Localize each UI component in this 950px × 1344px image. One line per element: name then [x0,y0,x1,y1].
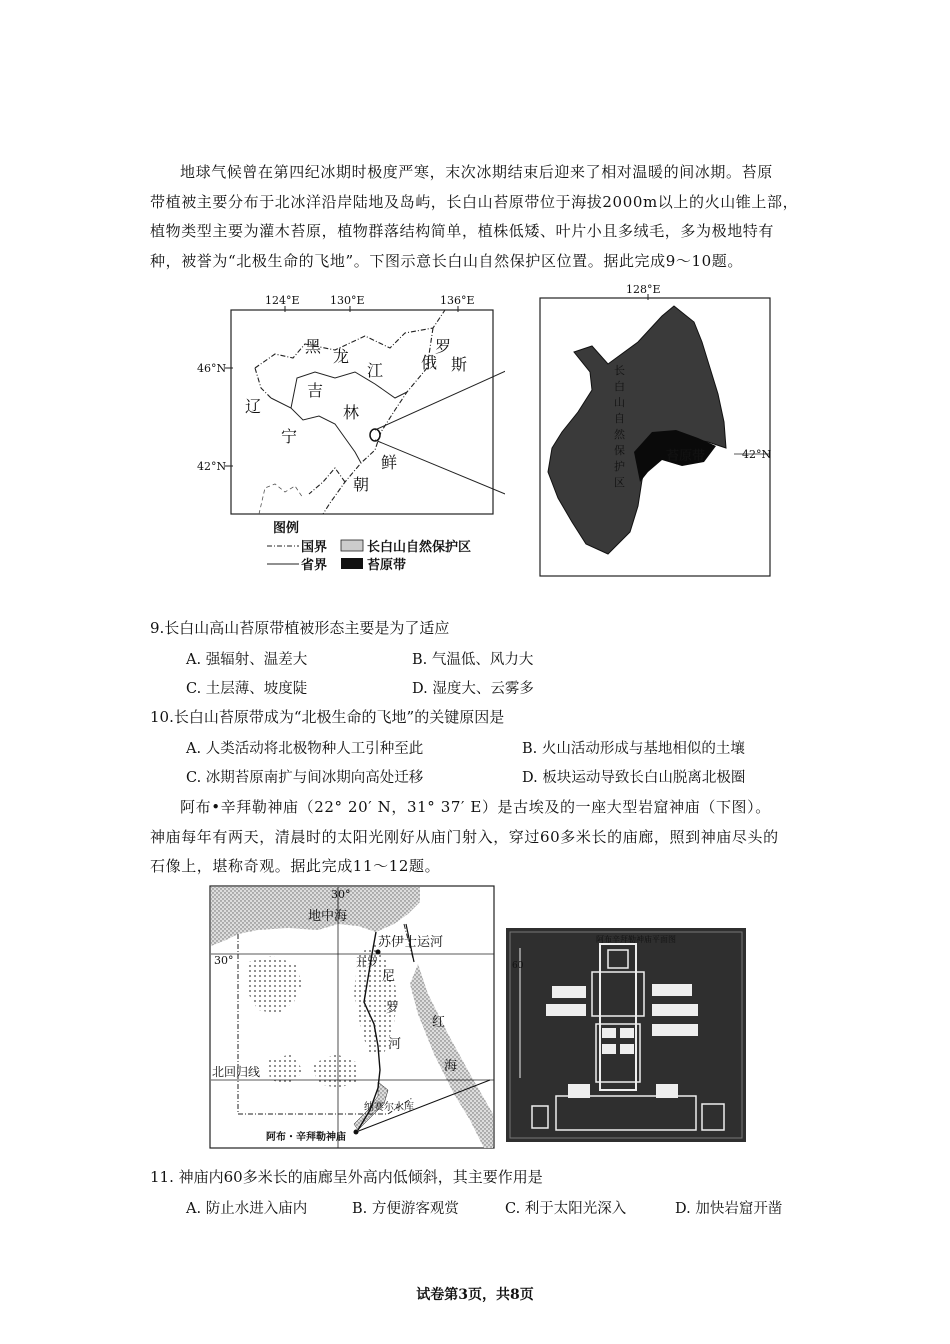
provincial-border [271,372,407,463]
red-sea-label: 红 [432,1015,446,1030]
map2-lat-label: 30° [214,954,234,967]
q10-option-c: C. 冰期苔原南扩与间冰期向高处迁移 [186,770,424,786]
map2-lon-label: 30° [331,888,351,901]
mediterranean-label: 地中海 [308,909,348,924]
question-11-stem: 11. 神庙内60多米长的庙廊呈外高内低倾斜，其主要作用是 [150,1168,543,1186]
legend-tundra-swatch [341,558,363,569]
q9-option-a: A. 强辐射、温差大 [186,652,308,668]
temple-label: 阿布・辛拜勒神庙 [266,1132,346,1143]
inset-connector-bottom [375,440,505,508]
passage-1-line: 种，被誉为“北极生命的飞地”。下图示意长白山自然保护区位置。据此完成9～10题。 [150,251,743,270]
legend-tundra-label: 苔原带 [367,558,407,573]
region-label: 宁 [281,427,298,446]
temple-plan [506,928,746,1142]
lon-label-130: 130°E [330,294,365,307]
passage-1 [150,158,810,276]
q11-option-a: A. 防止水进入庙内 [186,1201,308,1217]
region-label: 罗 [435,337,452,356]
tropic-label: 北回归线 [212,1065,261,1079]
region-label: 鲜 [381,453,398,472]
inset-lat-label: 42°N [742,448,772,461]
region-label: 朝 [353,475,370,494]
region-label: 龙 [333,347,350,366]
passage-1-line: 带植被主要分布于北冰洋沿岸陆地及岛屿，长白山苔原带位于海拔2000m以上的火山锥上部， [150,192,799,211]
tundra-label: 苔原带 [666,449,706,464]
q9-option-b: B. 气温低、风力大 [412,652,534,668]
q9-option-c: C. 土层薄、坡度陡 [186,681,308,697]
legend-reserve-label: 长白山自然保护区 [367,540,472,555]
q11-option-c: C. 利于太阳光深入 [505,1201,627,1217]
passage-2-line: 阿布•辛拜勒神庙（22° 20′ N，31° 37′ E）是古埃及的一座大型岩窟神庙（下图）。 [180,798,771,816]
cairo-point [376,950,381,955]
question-9-stem: 9.长白山高山苔原带植被形态主要是为了适应 [150,619,450,637]
q11-option-b: B. 方便游客观赏 [352,1201,459,1217]
changbai-reserve-inset [538,282,778,580]
lon-label-124: 124°E [265,294,300,307]
q10-option-d: D. 板块运动导致长白山脱离北极圈 [522,770,746,786]
q11-option-d: D. 加快岩窟开凿 [675,1201,783,1217]
nile-label: 尼 [382,969,396,984]
nile-label: 河 [388,1037,402,1052]
inset-lon-label: 128°E [626,283,661,296]
legend-reserve-swatch [341,540,363,551]
region-label: 辽 [245,397,262,416]
region-label: 江 [367,361,384,380]
passage-2-line: 神庙每年有两天，清晨时的太阳光刚好从庙门射入，穿过60多米长的庙廊，照到神庙尽头的 [150,827,779,846]
region-label: 林 [343,403,360,422]
scale-label: 60 [512,961,524,971]
lat-label-46: 46°N [197,362,227,375]
temple-plan-caption: 阿布辛拜勒神庙平面图 [596,935,676,944]
page-footer: 试卷第3页，共8页 [416,1287,534,1303]
passage-1-line: 地球气候曾在第四纪冰期时极度严寒，末次冰期结束后迎来了相对温暖的间冰期。苔原 [180,163,773,181]
lon-label-136: 136°E [440,294,475,307]
legend-provincial-label: 省界 [301,558,328,573]
inset-connector-top [375,356,505,430]
lat-label-42: 42°N [197,460,227,473]
reserve-vertical-label: 长白山自然保护区 [614,364,625,489]
region-label: 俄 [421,353,438,372]
region-label: 黑 [305,337,322,356]
inner-border [259,484,303,514]
legend-title: 图例 [273,521,300,536]
q9-option-d: D. 湿度大、云雾多 [412,681,534,697]
passage-2-line: 石像上，堪称奇观。据此完成11～12题。 [150,857,441,875]
q10-option-a: A. 人类活动将北极物种人工引种至此 [186,741,424,757]
suez-canal-label: 苏伊士运河 [378,935,444,950]
cairo-label: 开罗 [356,956,378,969]
legend-national-label: 国界 [301,540,328,555]
region-label: 吉 [307,381,324,400]
q10-option-b: B. 火山活动形成与基地相似的土壤 [522,741,745,757]
question-10-stem: 10.长白山苔原带成为“北极生命的飞地”的关键原因是 [150,708,505,726]
changbai-reserve-marker [370,429,380,441]
egypt-map [208,884,498,1152]
region-label: 斯 [451,355,468,374]
red-sea-label: 海 [444,1059,458,1074]
temple-point [354,1130,359,1135]
northeast-china-map [195,288,505,578]
passage-1-line: 植物类型主要为灌木苔原，植物群落结构简单，植株低矮、叶片小且多绒毛，多为极地特有 [150,222,775,240]
passage-2 [150,793,820,882]
nile-label: 罗 [386,1001,400,1016]
nasser-label: 纳赛尔水库 [364,1102,414,1113]
